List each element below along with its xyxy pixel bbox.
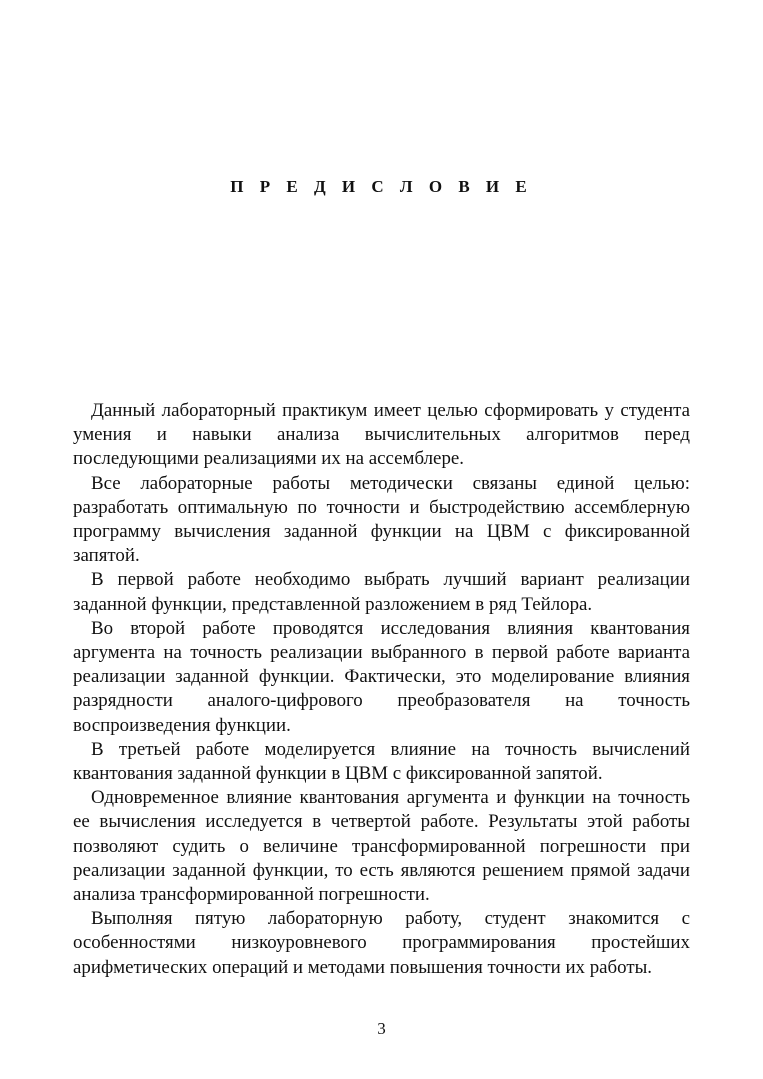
paragraph-1: Данный лабораторный практикум имеет целью сформировать у студента умения и навыки анализа вычислительных алгоритмов перед последующими реализациями их на ассемблере. (73, 400, 690, 470)
paragraph-7: Выполняя пятую лабораторную работу, студент знакомится с особенностями низкоуровневого программирования простейших арифметических операций и методами повышения точности их работы. (73, 908, 690, 978)
paragraph-2: Все лабораторные работы методически связаны единой целью: разработать оптимальную по точности и быстродействию ассемблерную программу вычисления заданной функции на ЦВМ с фиксированной запятой. (73, 472, 690, 567)
page-number: 3 (377, 1019, 386, 1038)
paragraph-4: Во второй работе проводятся исследования влияния квантования аргумента на точность реализации выбранного в первой работе варианта реализации заданной функции. Фактически, это моделирование влияния разрядности аналого-цифрового преобразователя на точность воспроизведения функции. (73, 617, 690, 736)
paragraph-3: В первой работе необходимо выбрать лучший вариант реализации заданной функции, представленной разложением в ряд Тейлора. (73, 569, 690, 615)
paragraph-6: Одновременное влияние квантования аргумента и функции на точность ее вычисления исследуется в четвертой работе. Результаты этой работы позволяют судить о величине трансформированной погрешности при реализации заданной функции, то есть являются решением прямой задачи анализа трансформированной погрешности. (73, 787, 690, 906)
preface-body (73, 399, 690, 980)
paragraph-5: В третьей работе моделируется влияние на точность вычислений квантования заданной функции в ЦВМ с фиксированной запятой. (73, 738, 690, 785)
page-title: П Р Е Д И С Л О В И Е (230, 177, 533, 196)
